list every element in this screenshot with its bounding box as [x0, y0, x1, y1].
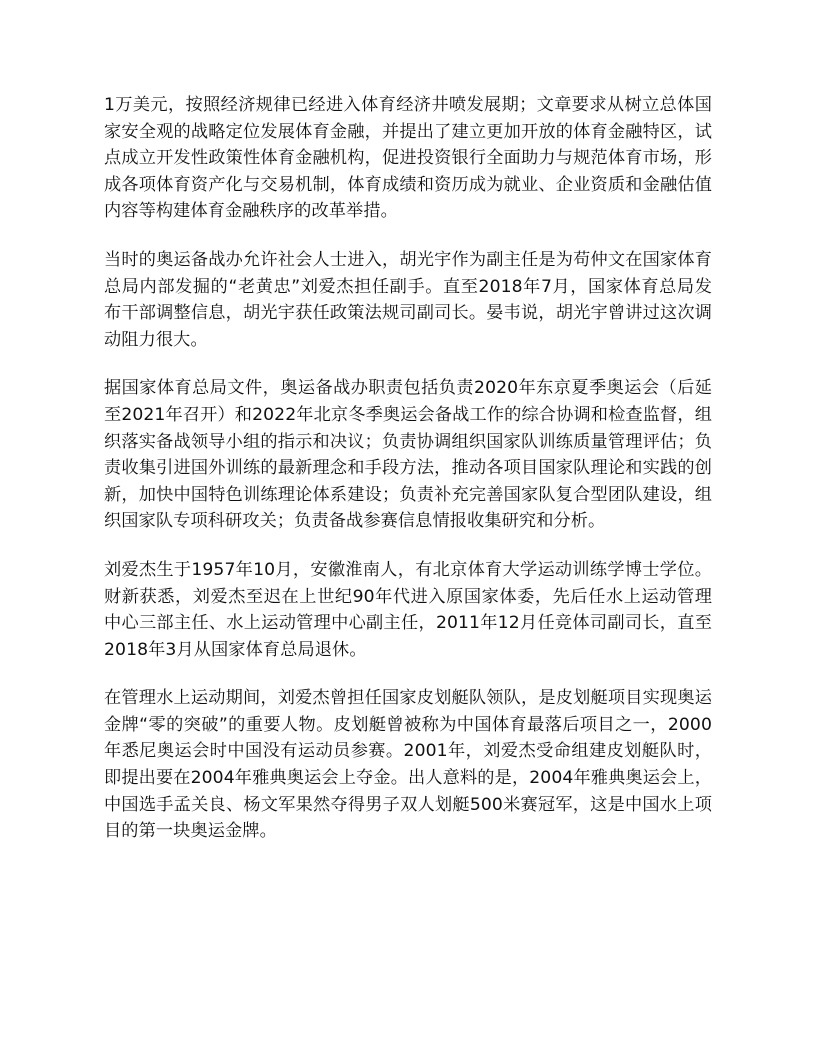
paragraph-liu-aijie-bio: 刘爱杰生于1957年10月，安徽淮南人，有北京体育大学运动训练学博士学位。财新获悉，刘爱杰至迟在上世纪90年代进入原国家体委，先后任水上运动管理中心三部主任、水上运动管理中心副主任，2011年12月任竞体司副司长，直至2018年3月从国家体育总局退休。 — [104, 559, 712, 660]
paragraph-canoe-team: 在管理水上运动期间，刘爱杰曾担任国家皮划艇队领队，是皮划艇项目实现奥运金牌“零的突破”的重要人物。皮划艇曾被称为中国体育最落后项目之一，2000年悉尼奥运会时中国没有运动员参赛。2001年，刘爱杰受命组建皮划艇队时，即提出要在2004年雅典奥运会上夺金。出人意料的是，2004年雅典奥运会上，中国选手孟关良、杨文军果然夺得男子双人划艇500米赛冠军，这是中国水上项目的第一块奥运金牌。 — [104, 688, 712, 842]
paragraph-hu-guangyu: 当时的奥运备战办允许社会人士进入，胡光宇作为副主任是为苟仲文在国家体育总局内部发掘的“老黄忠”刘爱杰担任副手。直至2018年7月，国家体育总局发布干部调整信息，胡光宇获任政策法规司副司长。晏韦说，胡光宇曾讲过这次调动阻力很大。 — [104, 249, 712, 350]
paragraph-office-duties: 据国家体育总局文件，奥运备战办职责包括负责2020年东京夏季奥运会（后延至2021年召开）和2022年北京冬季奥运会备战工作的综合协调和检查监督，组织落实备战领导小组的指示和决议；负责协调组织国家队训练质量管理评估；负责收集引进国外训练的最新理念和手段方法，推动各项目国家队理论和实践的创新，加快中国特色训练理论体系建设；负责补充完善国家队复合型团队建设，组织国家队专项科研攻关；负责备战参赛信息情报收集研究和分析。 — [104, 378, 712, 532]
paragraph-sports-finance: 1万美元，按照经济规律已经进入体育经济井喷发展期；文章要求从树立总体国家安全观的战略定位发展体育金融，并提出了建立更加开放的体育金融特区，试点成立开发性政策性体育金融机构，促进投资银行全面助力与规范体育市场，形成各项体育资产化与交易机制，体育成绩和资历成为就业、企业资质和金融估值内容等构建体育金融秩序的改革举措。 — [104, 95, 712, 222]
